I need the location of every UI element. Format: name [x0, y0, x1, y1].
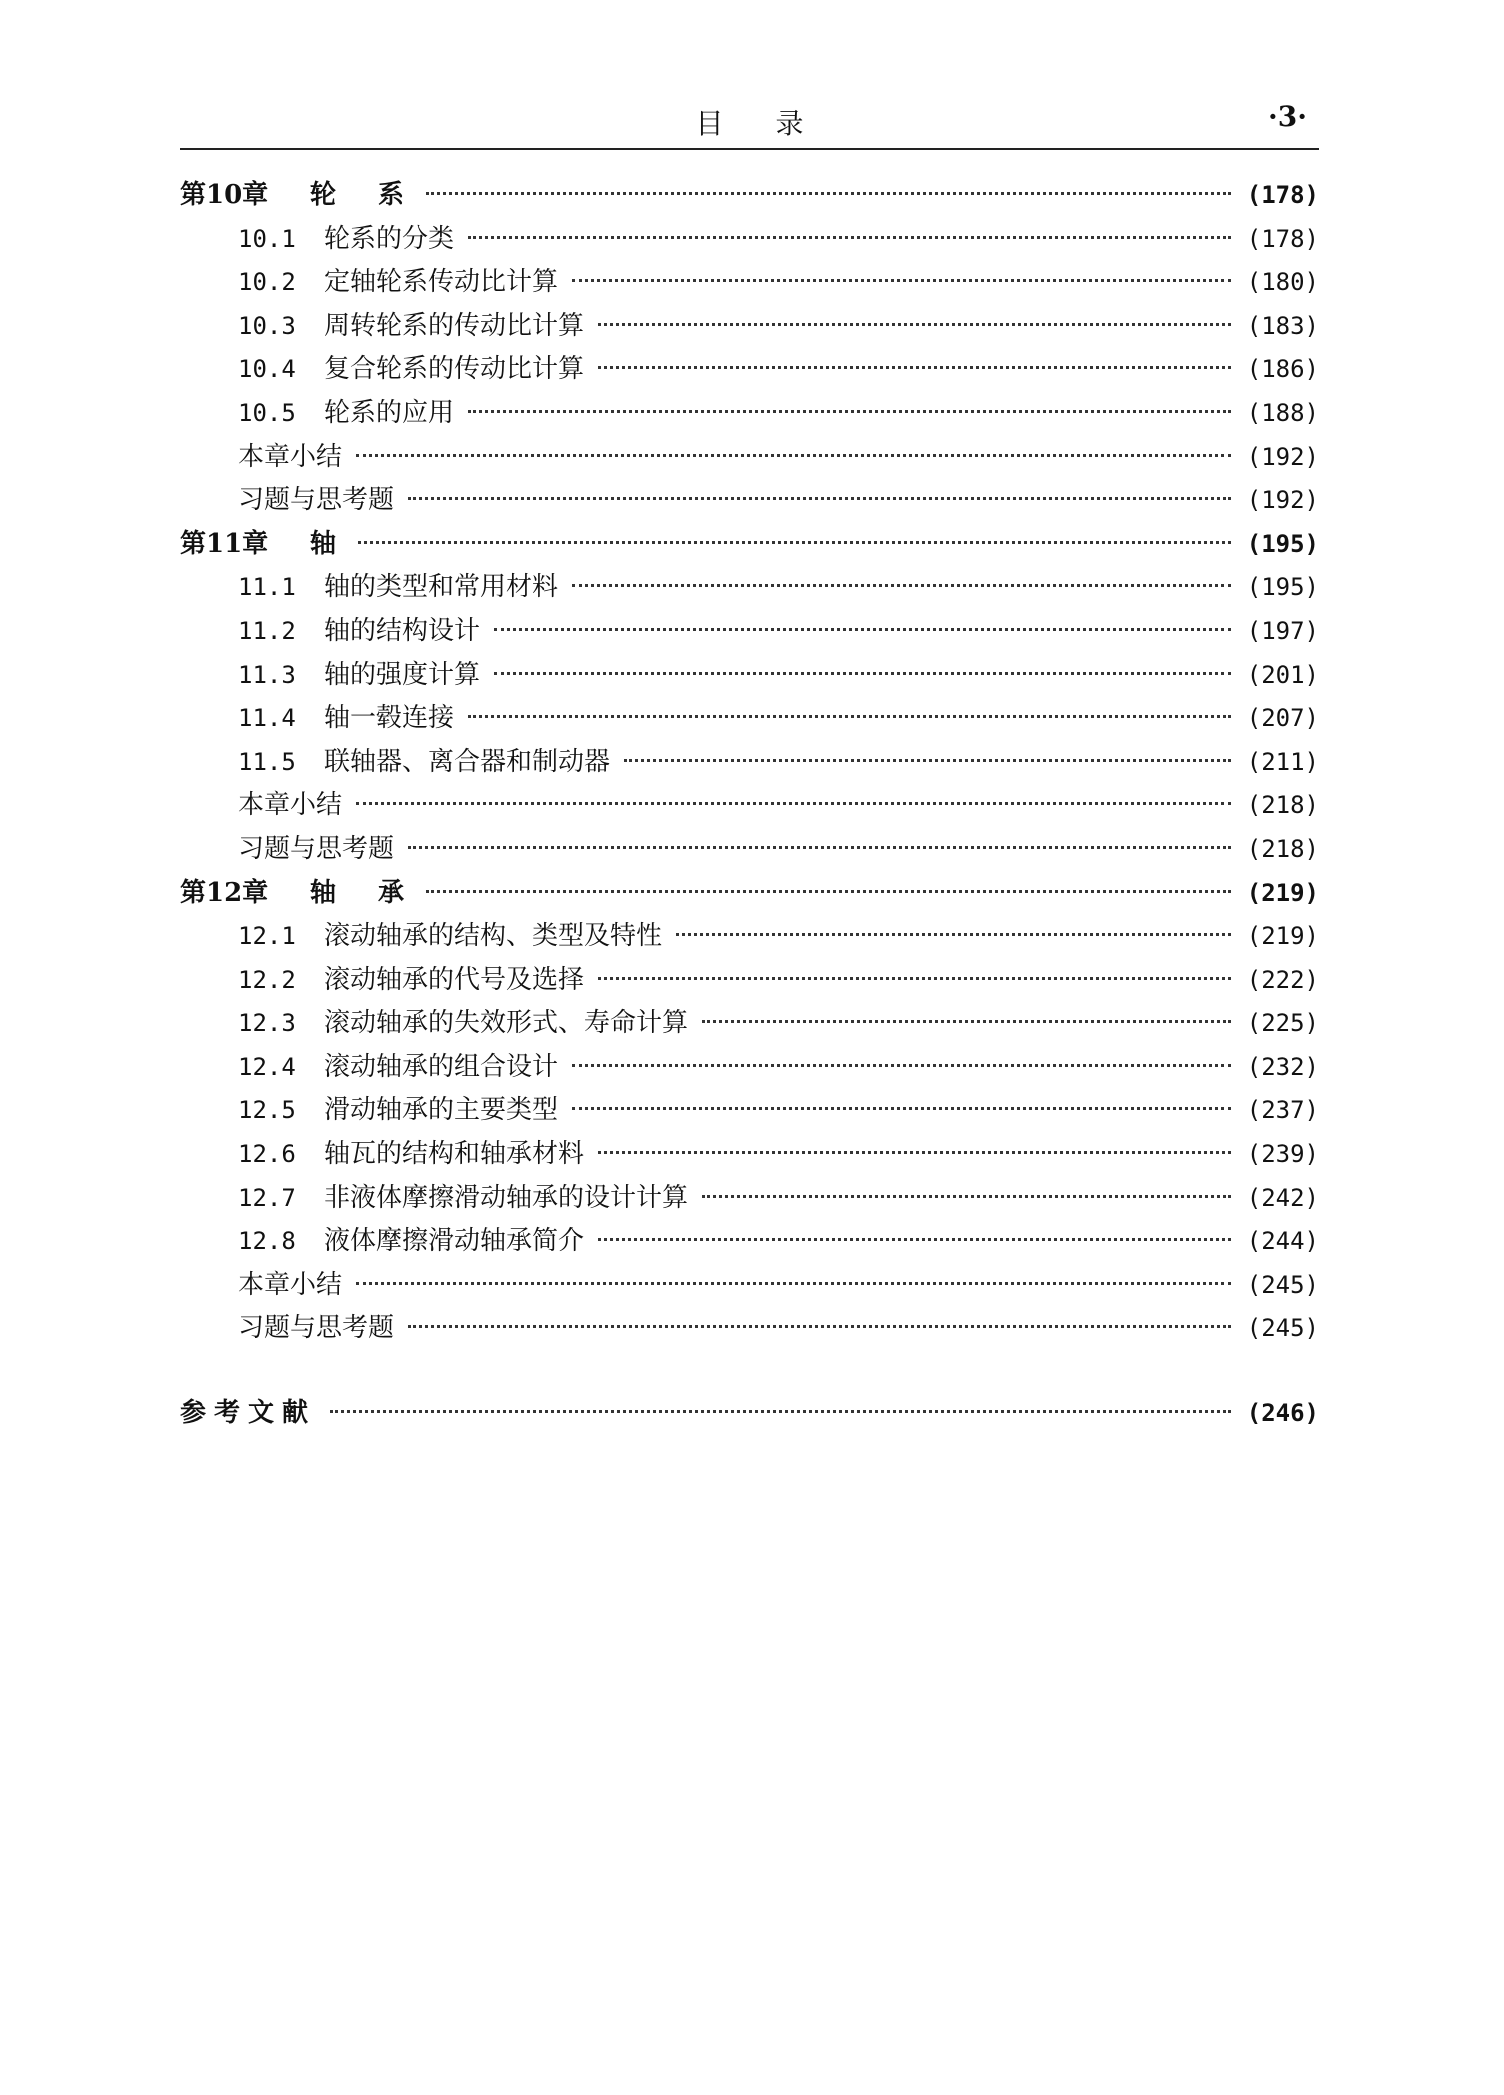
dot-leader: [468, 236, 1231, 239]
toc-entry-page: (219): [1246, 922, 1319, 951]
toc-entry-page: (195): [1246, 573, 1319, 602]
toc-entry-section[interactable]: [180, 566, 1319, 610]
toc-entry-page: (218): [1246, 791, 1319, 820]
toc-entry-number: 11.2: [238, 616, 296, 645]
toc-entry-title: 轴: [310, 528, 345, 559]
dot-leader: [426, 192, 1231, 195]
toc-entry-page: (222): [1246, 965, 1319, 994]
dot-leader: [408, 1325, 1231, 1328]
toc-entry-page: (232): [1246, 1052, 1319, 1081]
toc-entry-title: 非液体摩擦滑动轴承的设计计算: [324, 1182, 689, 1213]
toc-entry-number: 12.4: [238, 1052, 296, 1081]
toc-entry-section[interactable]: [180, 1133, 1319, 1177]
toc-entry-title: 滑动轴承的主要类型: [324, 1095, 559, 1126]
toc-entry-page: (178): [1246, 224, 1319, 253]
toc-entry-page: (211): [1246, 747, 1319, 776]
dot-leader: [572, 1064, 1231, 1067]
toc-entry-title: 轴的强度计算: [324, 659, 481, 690]
toc-entry-page: (192): [1246, 442, 1319, 471]
toc-entry-title: 定轴轮系传动比计算: [324, 267, 559, 298]
toc-entry-section[interactable]: [180, 261, 1319, 305]
toc-entry-number: 10.4: [238, 355, 296, 384]
toc-entry-number: 11.5: [238, 747, 296, 776]
toc-entry-page: (195): [1246, 529, 1319, 558]
toc-entry-number: 第10章: [180, 180, 269, 210]
toc-entry-title: 本章小结: [238, 790, 343, 821]
toc-entry-title: 轴一毂连接: [324, 703, 455, 734]
toc-entry-number: 12.6: [238, 1140, 296, 1169]
dot-leader: [358, 541, 1231, 544]
dot-leader: [676, 933, 1231, 936]
dot-leader: [702, 1020, 1231, 1023]
toc-entry-misc[interactable]: [180, 828, 1319, 872]
toc-entry-section[interactable]: [180, 392, 1319, 436]
toc-entry-title: 本章小结: [238, 441, 343, 472]
dot-leader: [572, 279, 1231, 282]
dot-leader: [356, 802, 1231, 805]
dot-leader: [468, 410, 1231, 413]
toc-entry-section[interactable]: [180, 959, 1319, 1003]
toc-entry-section[interactable]: [180, 654, 1319, 698]
dot-leader: [598, 977, 1231, 980]
dot-leader: [494, 672, 1231, 675]
toc-entry-title: 轮 系: [310, 180, 413, 210]
dot-leader: [408, 497, 1231, 500]
dot-leader: [408, 846, 1231, 849]
toc-entry-title: 轮系的应用: [324, 397, 455, 428]
toc-entry-section[interactable]: [180, 1002, 1319, 1046]
dot-leader: [572, 584, 1231, 587]
toc-entry-section[interactable]: [180, 1177, 1319, 1221]
toc-entry-title: 轮系的分类: [324, 223, 455, 254]
toc-entry-section[interactable]: [180, 610, 1319, 654]
toc-entry-page: (242): [1246, 1183, 1319, 1212]
dot-leader: [356, 454, 1231, 457]
page-number: ·3·: [1268, 100, 1307, 133]
toc-entry-section[interactable]: [180, 741, 1319, 785]
dot-leader: [598, 366, 1231, 369]
toc-entry-section[interactable]: [180, 1220, 1319, 1264]
toc-entry-number: 10.2: [238, 268, 296, 297]
toc-entry-chapter[interactable]: [180, 174, 1319, 218]
toc-entry-page: (237): [1246, 1096, 1319, 1125]
toc-entry-number: 12.1: [238, 922, 296, 951]
toc-entry-number: 12.3: [238, 1009, 296, 1038]
toc-entry-title: 习题与思考题: [238, 1313, 395, 1344]
toc-entry-title: 滚动轴承的组合设计: [324, 1051, 559, 1082]
dot-leader: [494, 628, 1231, 631]
toc-entry-page: (178): [1246, 181, 1319, 209]
toc-entry-number: 第11章: [180, 528, 269, 559]
toc-entry-chapter[interactable]: [180, 1392, 1319, 1436]
dot-leader: [356, 1282, 1231, 1285]
toc-entry-section[interactable]: [180, 1089, 1319, 1133]
dot-leader: [572, 1107, 1231, 1110]
toc-entry-number: 11.3: [238, 660, 296, 689]
toc-entry-title: 滚动轴承的失效形式、寿命计算: [324, 1008, 689, 1039]
toc-entry-misc[interactable]: [180, 479, 1319, 523]
toc-entry-number: 10.5: [238, 398, 296, 427]
toc-entry-title: 习题与思考题: [238, 485, 395, 516]
toc-entry-page: (218): [1246, 834, 1319, 863]
toc-entry-page: (197): [1246, 616, 1319, 645]
toc-entry-page: (186): [1246, 355, 1319, 384]
toc-entry-title: 本章小结: [238, 1269, 343, 1300]
toc-entry-section[interactable]: [180, 218, 1319, 262]
toc-entry-number: 12.8: [238, 1227, 296, 1256]
toc-entry-title: 滚动轴承的代号及选择: [324, 964, 585, 995]
toc-entry-page: (207): [1246, 704, 1319, 733]
toc-entry-page: (219): [1246, 878, 1319, 907]
dot-leader: [330, 1410, 1231, 1413]
toc-entry-title: 周转轮系的传动比计算: [324, 310, 585, 341]
dot-leader: [598, 1151, 1231, 1154]
toc-entry-page: (246): [1246, 1399, 1319, 1428]
toc-entry-chapter[interactable]: [180, 523, 1319, 567]
dot-leader: [426, 890, 1231, 893]
toc-entry-chapter[interactable]: [180, 872, 1319, 916]
toc-entry-page: (245): [1246, 1270, 1319, 1299]
toc-entry-number: 12.2: [238, 965, 296, 994]
toc-entry-title: 轴瓦的结构和轴承材料: [324, 1139, 585, 1170]
toc-entry-number: 11.4: [238, 704, 296, 733]
toc-entry-page: (183): [1246, 311, 1319, 340]
toc-entry-section[interactable]: [180, 915, 1319, 959]
toc-entry-page: (245): [1246, 1314, 1319, 1343]
toc-entry-page: (225): [1246, 1009, 1319, 1038]
dot-leader: [598, 1238, 1231, 1241]
toc-entry-title: 复合轮系的传动比计算: [324, 354, 585, 385]
table-of-contents: [180, 174, 1319, 1436]
toc-entry-number: 第12章: [180, 877, 269, 908]
toc-entry-title: 轴 承: [310, 877, 413, 908]
toc-entry-number: 10.3: [238, 311, 296, 340]
toc-entry-misc[interactable]: [180, 1264, 1319, 1308]
toc-entry-section[interactable]: [180, 697, 1319, 741]
dot-leader: [624, 759, 1231, 762]
toc-entry-page: (239): [1246, 1140, 1319, 1169]
toc-entry-page: (201): [1246, 660, 1319, 689]
toc-entry-title: 习题与思考题: [238, 833, 395, 864]
page-header: [180, 98, 1319, 150]
toc-entry-section[interactable]: [180, 348, 1319, 392]
toc-entry-misc[interactable]: [180, 436, 1319, 480]
toc-entry-page: (244): [1246, 1227, 1319, 1256]
toc-entry-number: 12.5: [238, 1096, 296, 1125]
dot-leader: [702, 1195, 1231, 1198]
toc-entry-page: (180): [1246, 268, 1319, 297]
toc-entry-title: 参考文献: [180, 1398, 317, 1429]
toc-entry-page: (188): [1246, 398, 1319, 427]
toc-entry-number: 10.1: [238, 224, 296, 253]
dot-leader: [468, 715, 1231, 718]
toc-entry-title: 联轴器、离合器和制动器: [324, 746, 611, 777]
toc-entry-number: 12.7: [238, 1183, 296, 1212]
toc-entry-title: 轴的类型和常用材料: [324, 572, 559, 603]
toc-entry-misc[interactable]: [180, 784, 1319, 828]
toc-entry-title: 滚动轴承的结构、类型及特性: [324, 921, 663, 952]
toc-entry-page: (192): [1246, 486, 1319, 515]
toc-entry-title: 液体摩擦滑动轴承简介: [324, 1226, 585, 1257]
toc-entry-section[interactable]: [180, 305, 1319, 349]
toc-entry-title: 轴的结构设计: [324, 615, 481, 646]
toc-entry-number: 11.1: [238, 573, 296, 602]
dot-leader: [598, 323, 1231, 326]
toc-entry-section[interactable]: [180, 1046, 1319, 1090]
page-title: 目录: [695, 107, 856, 140]
toc-entry-misc[interactable]: [180, 1307, 1319, 1351]
